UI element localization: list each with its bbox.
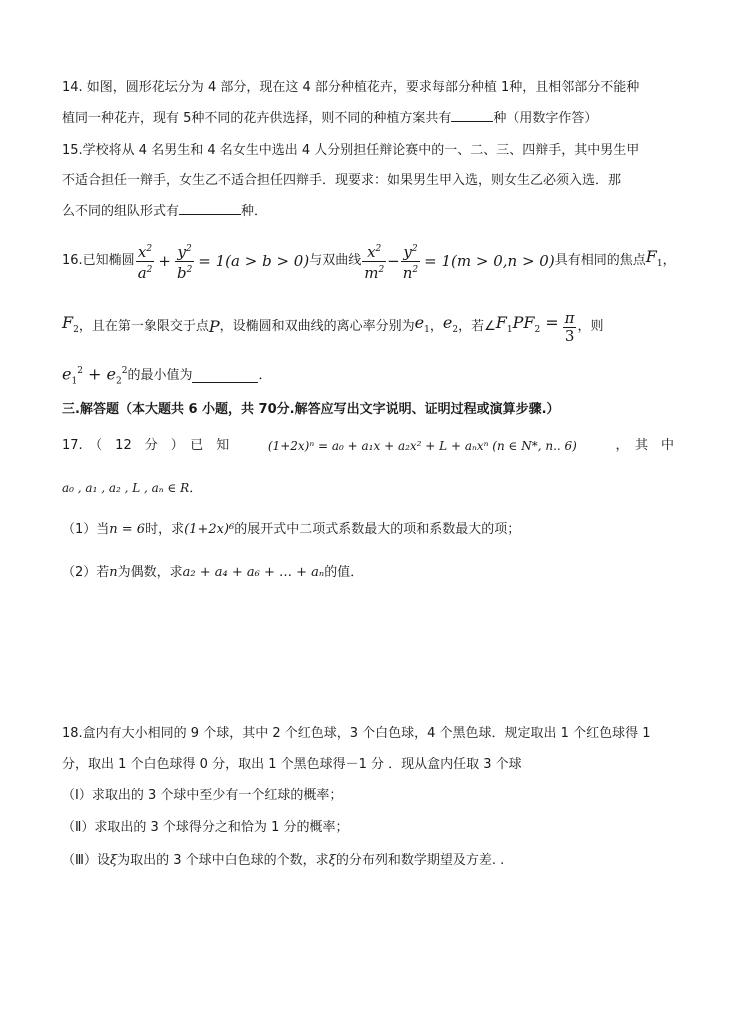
q14-line1 — [62, 78, 639, 98]
q17-p1b: 时，求 — [145, 522, 185, 537]
q14-text-1: 14. 如图，圆形花坛分为 4 部分，现在这 4 部分种植花卉，要求每部分种植 1种，且相邻部分不能种 — [62, 80, 640, 95]
minus-sign: − — [387, 252, 400, 270]
q17-p1-cond: n = 6 — [109, 522, 146, 537]
q16-sep: ， — [429, 319, 443, 334]
q18-p3c: 的分布列和数学期望及方差. . — [335, 853, 505, 868]
q14-text-2b: 种（用数字作答） — [493, 111, 598, 126]
q17-coeffs-end: ． — [189, 481, 203, 496]
q15-line3 — [62, 202, 267, 222]
q15-line1 — [62, 141, 639, 161]
q16-line3: 的最小值为 — [127, 368, 193, 383]
e-sum-expression: $e_1^2 + e_2^2$ — [62, 364, 128, 387]
q18-p2: （Ⅱ）求取出的 3 个球得分之和恰为 1 分的概率； — [62, 820, 349, 835]
q15-text-3b: 种． — [241, 204, 268, 219]
eccentricity-e2: $e_2$ — [442, 313, 459, 336]
q16-line2b: ，设椭圆和双曲线的离心率分别为 — [219, 319, 415, 334]
q17-p2c: 的值． — [324, 565, 364, 580]
q18-part1 — [62, 786, 342, 806]
q17-p2-expr: a₂ + a₄ + a₆ + … + aₙ — [182, 565, 325, 580]
q16-line1 — [62, 238, 676, 284]
q17-coeffs: a₀ , a₁ , a₂ , L , aₙ ∈ R — [62, 481, 190, 495]
q17-line2 — [62, 478, 202, 499]
q16-prefix: 16.已知椭圆 — [62, 253, 135, 268]
q17-part2 — [62, 563, 363, 583]
q16-comma: ， — [662, 253, 676, 268]
q16-line3-end: ． — [258, 368, 272, 383]
q15-text-1: 15.学校将从 4 名男生和 4 名女生中选出 4 人分别担任辩论赛中的一、二、三、四辩手，其中男生甲 — [62, 143, 640, 158]
q15-line2 — [62, 171, 621, 191]
q17-p2b: 为偶数，求 — [117, 565, 183, 580]
ellipse-fraction-x: $\frac{x^2}{a^2}$ — [137, 242, 153, 282]
eccentricity-e1: $e_1$ — [414, 313, 430, 336]
q15-text-3a: 么不同的组队形式有 — [62, 204, 180, 219]
q16-line2d: ，则 — [577, 319, 604, 334]
q16-line2a: ，且在第一象限交于点 — [78, 319, 209, 334]
q18-p3a: （Ⅲ）设 — [62, 853, 110, 868]
hyperbola-fraction-y: $\frac{y^2}{n^2}$ — [402, 242, 419, 282]
angle-f1pf2: $F_1PF_2$ = — [495, 313, 559, 336]
q17-p1a: （1）当 — [62, 522, 110, 537]
q17-line1 — [62, 436, 674, 456]
q16-suffix: 具有相同的焦点 — [554, 253, 646, 268]
point-p: P — [208, 317, 220, 336]
ellipse-fraction-y: $\frac{y^2}{b^2}$ — [176, 242, 193, 282]
q15-text-2: 不适合担任一辩手，女生乙不适合担任四辩手．现要求：如果男生甲入选，则女生乙必须入选．那 — [62, 173, 622, 188]
q17-part1 — [62, 520, 520, 540]
angle-num: π — [564, 308, 575, 327]
q18-text-2: 分，取出 1 个白色球得 0 分，取出 1 个黑色球得－1 分 ．现从盒内任取 3 个球 — [62, 757, 522, 772]
section3-title — [62, 400, 560, 420]
q18-line2 — [62, 755, 522, 775]
q18-p3-var2: ξ — [328, 853, 336, 868]
q16-line2 — [62, 307, 604, 347]
q14-answer-blank[interactable] — [451, 109, 493, 122]
angle-fraction — [563, 310, 577, 345]
q17-head: 17. （ 12 分 ） 已 知 — [62, 438, 230, 453]
q18-p3b: 为取出的 3 个球中白色球的个数，求 — [117, 853, 329, 868]
q17-p2a: （2）若 — [62, 565, 110, 580]
q16-line3 — [62, 363, 271, 389]
q14-line2 — [62, 109, 597, 129]
q18-part3 — [62, 851, 504, 871]
q16-mid: 与双曲线 — [309, 253, 362, 268]
q18-text-1: 18.盒内有大小相同的 9 个球，其中 2 个红色球，3 个白色球，4 个黑色球．规定取出 1 个红色球得 1 — [62, 726, 651, 741]
hyperbola-condition: = 1(m > 0,n > 0) — [424, 252, 555, 270]
q14-text-2a: 植同一种花卉，现有 5种不同的花卉供选择，则不同的种植方案共有 — [62, 111, 452, 126]
q16-line2c: ，若∠ — [458, 319, 496, 334]
hyperbola-fraction-x: $\frac{x^2}{m^2}$ — [364, 242, 385, 282]
plus-sign: + — [158, 252, 171, 270]
q17-p1-expr: (1+2x)⁶ — [184, 522, 235, 537]
ellipse-condition: = 1(a > b > 0) — [198, 252, 310, 270]
q17-formula: (1+2x)ⁿ = a₀ + a₁x + a₂x² + L + aₙxⁿ (n ∈ N*, n.. 6) — [267, 439, 577, 453]
q17-p1c: 的展开式中二项式系数最大的项和系数最大的项； — [234, 522, 521, 537]
q17-p2-var: n — [109, 565, 118, 580]
q18-p3-var: ξ — [109, 853, 118, 868]
focus-f1: $F_1$ — [645, 247, 663, 270]
focus-f2: $F_2$ — [62, 313, 79, 336]
q18-line1 — [62, 724, 651, 744]
q18-part2 — [62, 818, 348, 838]
q18-p1: （Ⅰ）求取出的 3 个球中至少有一个红球的概率； — [62, 788, 343, 803]
q15-answer-blank[interactable] — [179, 202, 241, 215]
q17-tail: ， 其 中 — [615, 438, 674, 453]
q16-answer-blank[interactable] — [192, 370, 258, 383]
section3-title-text: 三.解答题（本大题共 6 小题，共 70分.解答应写出文字说明、证明过程或演算步骤.） — [62, 402, 560, 417]
angle-den: 3 — [564, 326, 575, 345]
